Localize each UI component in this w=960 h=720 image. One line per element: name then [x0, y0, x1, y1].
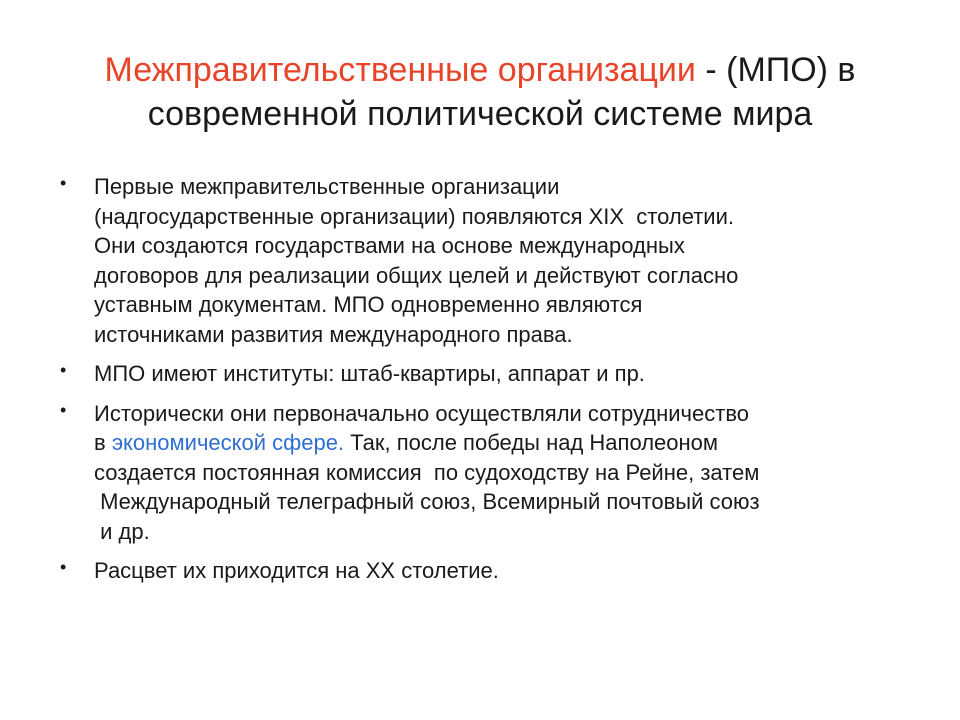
bullet-dot-icon: •: [60, 173, 67, 193]
bullet-item-2: [60, 359, 920, 389]
bullet-item-4: [60, 556, 920, 586]
bullet-2-line-1: МПО имеют институты: штаб-квартиры, аппарат и пр.: [94, 361, 645, 386]
bullet-list: [60, 172, 920, 596]
bullet-1-line-4: договоров для реализации общих целей и действуют согласно: [94, 262, 739, 288]
bullet-3-line-1: Исторически они первоначально осуществляли сотрудничество: [94, 400, 749, 426]
bullet-3-line-2-prefix: в: [94, 430, 112, 455]
bullet-1-line-6: источниками развития международного права.: [94, 321, 573, 347]
bullet-1-line-3: Они создаются государствами на основе международных: [94, 233, 685, 258]
bullet-1-line-1: Первые межправительственные организации: [94, 174, 560, 199]
title-line-2: современной политической системе мира: [147, 95, 813, 133]
bullet-dot-icon: •: [60, 360, 67, 380]
bullet-3-line-2: [94, 428, 920, 458]
bullet-dot-icon: •: [60, 399, 67, 420]
bullet-dot-icon: •: [60, 557, 67, 577]
title-accent: Межправительственные организации: [104, 51, 696, 89]
economic-sphere-link[interactable]: экономической сфере.: [111, 430, 345, 455]
bullet-1-line-5: уставным документам. МПО одновременно являются: [94, 292, 643, 317]
slide-title: [40, 48, 920, 136]
bullet-3-line-4: Международный телеграфный союз, Всемирный почтовый союз: [94, 489, 760, 514]
bullet-3-line-3: создается постоянная комиссия по судоходству на Рейне, затем: [94, 459, 760, 485]
bullet-1-line-2: (надгосударственные организации) появляются XIX столетии.: [94, 203, 734, 229]
bullet-3-line-5: и др.: [94, 518, 150, 544]
bullet-4-line-1: Расцвет их приходится на XX столетие.: [94, 558, 499, 583]
title-rest: - (МПО) в: [695, 51, 856, 89]
bullet-item-1: [60, 172, 920, 349]
bullet-item-3: [60, 399, 920, 547]
bullet-3-line-2-suffix: Так, после победы над Наполеоном: [344, 430, 719, 455]
